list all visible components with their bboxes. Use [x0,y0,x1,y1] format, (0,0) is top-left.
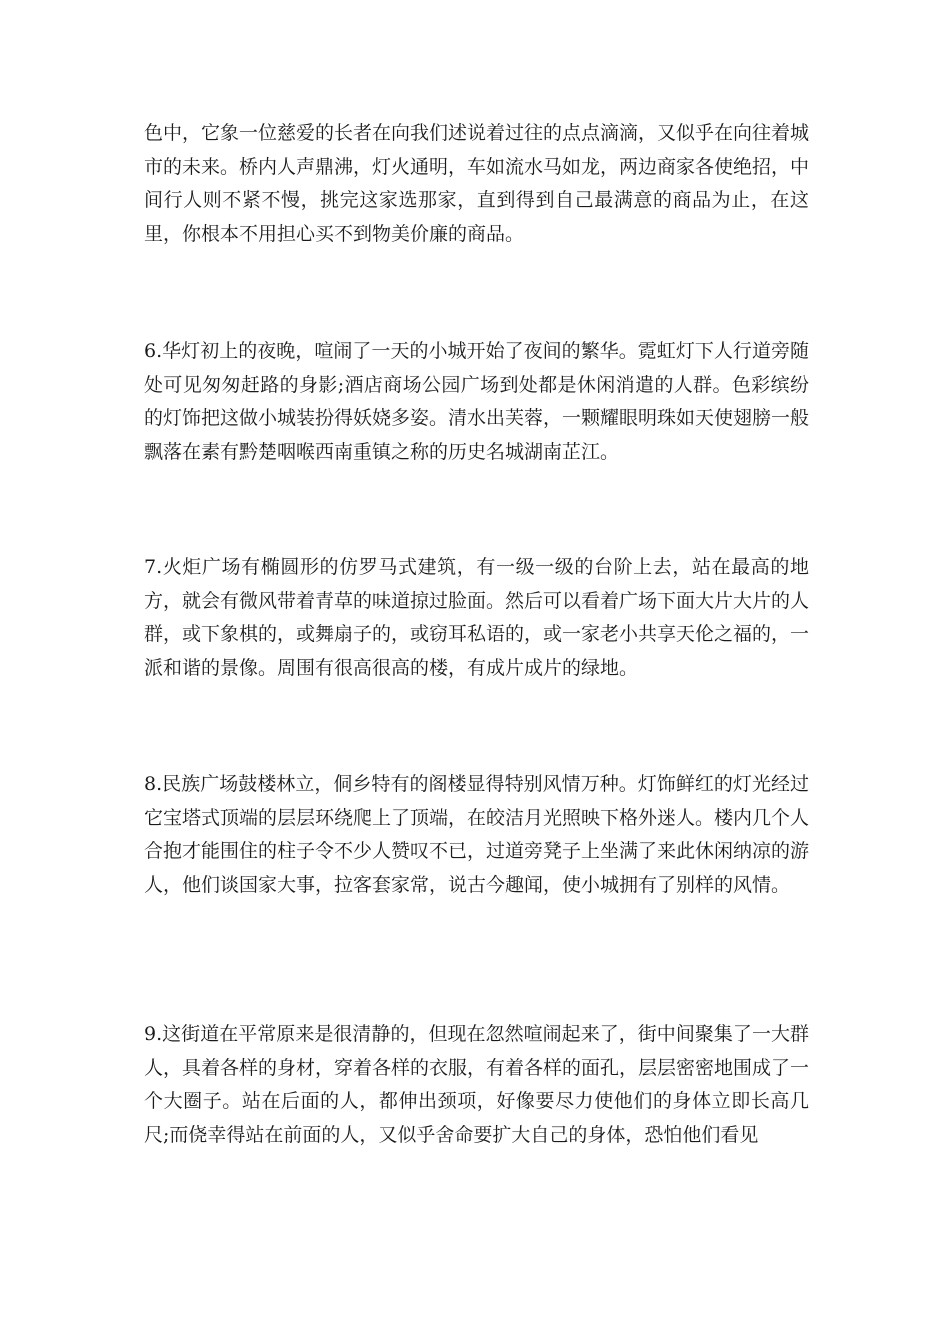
paragraph-item-6: 6.华灯初上的夜晚，喧闹了一天的小城开始了夜间的繁华。霓虹灯下人行道旁随处可见匆匆赶路的身影;酒店商场公园广场到处都是休闲消遣的人群。色彩缤纷的灯饰把这做小城装扮得妖娆多姿。清水出芙蓉，一颗耀眼明珠如天使翅膀一般飘落在素有黔楚咽喉西南重镇之称的历史名城湖南芷江。 [144,340,810,463]
paragraph-continuation: 色中，它象一位慈爱的长者在向我们述说着过往的点点滴滴，又似乎在向往着城市的未来。桥内人声鼎沸，灯火通明，车如流水马如龙，两边商家各使绝招，中间行人则不紧不慢，挑完这家选那家，直到得到自己最满意的商品为止，在这里，你根本不用担心买不到物美价廉的商品。 [144,122,810,245]
paragraph-item-9: 9.这街道在平常原来是很清静的，但现在忽然喧闹起来了，街中间聚集了一大群人，具着各样的身材，穿着各样的衣服，有着各样的面孔，层层密密地围成了一个大圈子。站在后面的人，都伸出颈项，好像要尽力使他们的身体立即长高几尺;而侥幸得站在前面的人，又似乎舍命要扩大自己的身体，恐怕他们看见 [144,1023,810,1146]
paragraph-item-7: 7.火炬广场有椭圆形的仿罗马式建筑，有一级一级的台阶上去，站在最高的地方，就会有微风带着青草的味道掠过脸面。然后可以看着广场下面大片大片的人群，或下象棋的，或舞扇子的，或窃耳私语的，或一家老小共享天伦之福的，一派和谐的景像。周围有很高很高的楼，有成片成片的绿地。 [144,556,810,679]
paragraph-item-8: 8.民族广场鼓楼林立，侗乡特有的阁楼显得特别风情万种。灯饰鲜红的灯光经过它宝塔式顶端的层层环绕爬上了顶端，在皎洁月光照映下格外迷人。楼内几个人合抱才能围住的柱子令不少人赞叹不已，过道旁凳子上坐满了来此休闲纳凉的游人，他们谈国家大事，拉客套家常，说古今趣闻，使小城拥有了别样的风情。 [144,773,810,896]
